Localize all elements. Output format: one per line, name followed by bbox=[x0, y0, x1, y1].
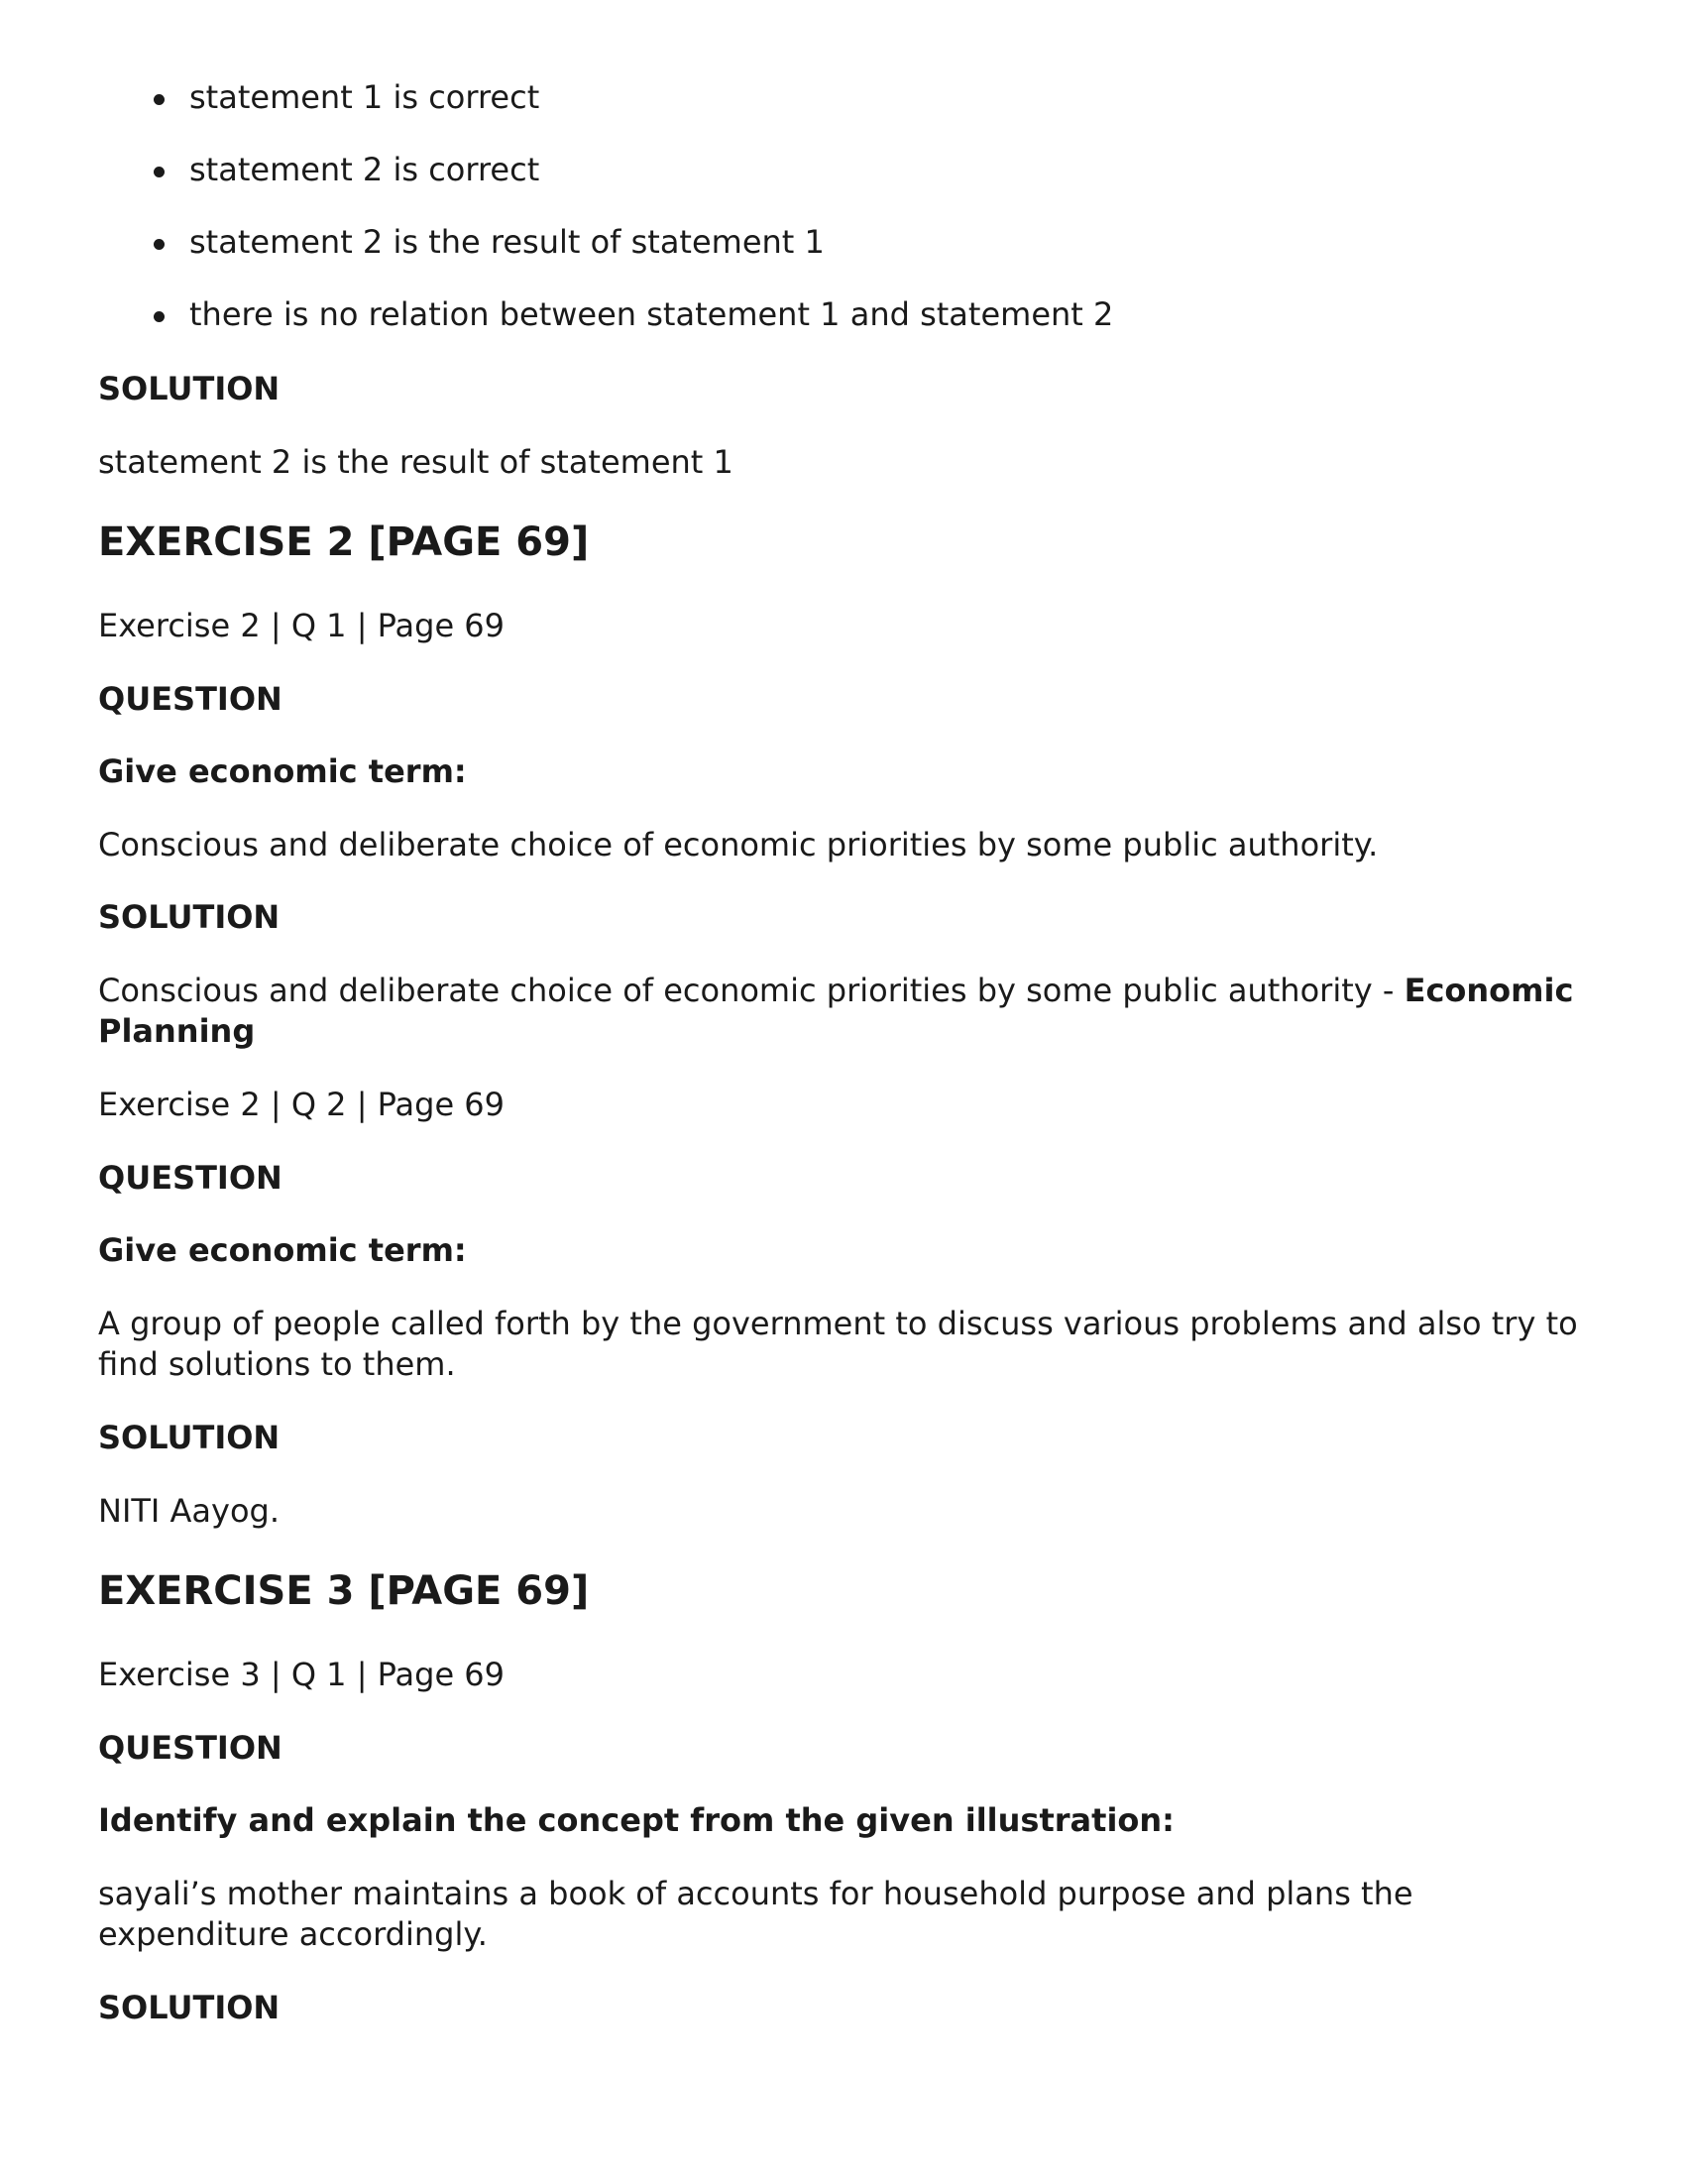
bullet-icon bbox=[154, 239, 165, 250]
exercise-heading: EXERCISE 3 [PAGE 69] bbox=[98, 1568, 590, 1614]
solution-label: SOLUTION bbox=[98, 898, 281, 936]
question-label: QUESTION bbox=[98, 1159, 282, 1197]
solution-label: SOLUTION bbox=[98, 370, 281, 407]
solution-text: statement 2 is the result of statement 1 bbox=[98, 443, 733, 481]
question-reference: Exercise 3 | Q 1 | Page 69 bbox=[98, 1656, 506, 1693]
question-prompt: Give economic term: bbox=[98, 752, 467, 790]
option-item bbox=[98, 222, 1113, 294]
option-item bbox=[98, 150, 1113, 222]
solution-paragraph bbox=[98, 971, 1605, 1052]
option-list bbox=[98, 77, 1113, 367]
question-text: Conscious and deliberate choice of economic priorities by some public authority. bbox=[98, 826, 1379, 863]
solution-text: Conscious and deliberate choice of economic priorities by some public authority - bbox=[98, 972, 1405, 1009]
solution-label: SOLUTION bbox=[98, 1989, 281, 2026]
solution-label: SOLUTION bbox=[98, 1419, 281, 1456]
option-text: statement 1 is correct bbox=[189, 78, 540, 116]
option-text: statement 2 is the result of statement 1 bbox=[189, 223, 825, 261]
question-label: QUESTION bbox=[98, 1729, 282, 1767]
question-prompt: Identify and explain the concept from the given illustration: bbox=[98, 1801, 1175, 1839]
exercise-heading: EXERCISE 2 [PAGE 69] bbox=[98, 519, 590, 565]
bullet-icon bbox=[154, 311, 165, 322]
question-text: sayali’s mother maintains a book of accounts for household purpose and plans the expenditure accordingly. bbox=[98, 1875, 1413, 1953]
question-reference: Exercise 2 | Q 1 | Page 69 bbox=[98, 607, 506, 644]
option-item bbox=[98, 77, 1113, 150]
option-text: there is no relation between statement 1 and statement 2 bbox=[189, 295, 1114, 333]
question-prompt: Give economic term: bbox=[98, 1231, 467, 1269]
solution-text: NITI Aayog. bbox=[98, 1492, 281, 1530]
option-item bbox=[98, 294, 1113, 367]
question-text: A group of people called forth by the government to discuss various problems and also try to find solutions to them. bbox=[98, 1305, 1578, 1383]
bullet-icon bbox=[154, 94, 165, 105]
question-label: QUESTION bbox=[98, 680, 282, 718]
option-text: statement 2 is correct bbox=[189, 151, 540, 188]
question-reference: Exercise 2 | Q 2 | Page 69 bbox=[98, 1086, 506, 1123]
solution-answer: Economic Planning bbox=[98, 972, 1574, 1050]
bullet-icon bbox=[154, 167, 165, 177]
